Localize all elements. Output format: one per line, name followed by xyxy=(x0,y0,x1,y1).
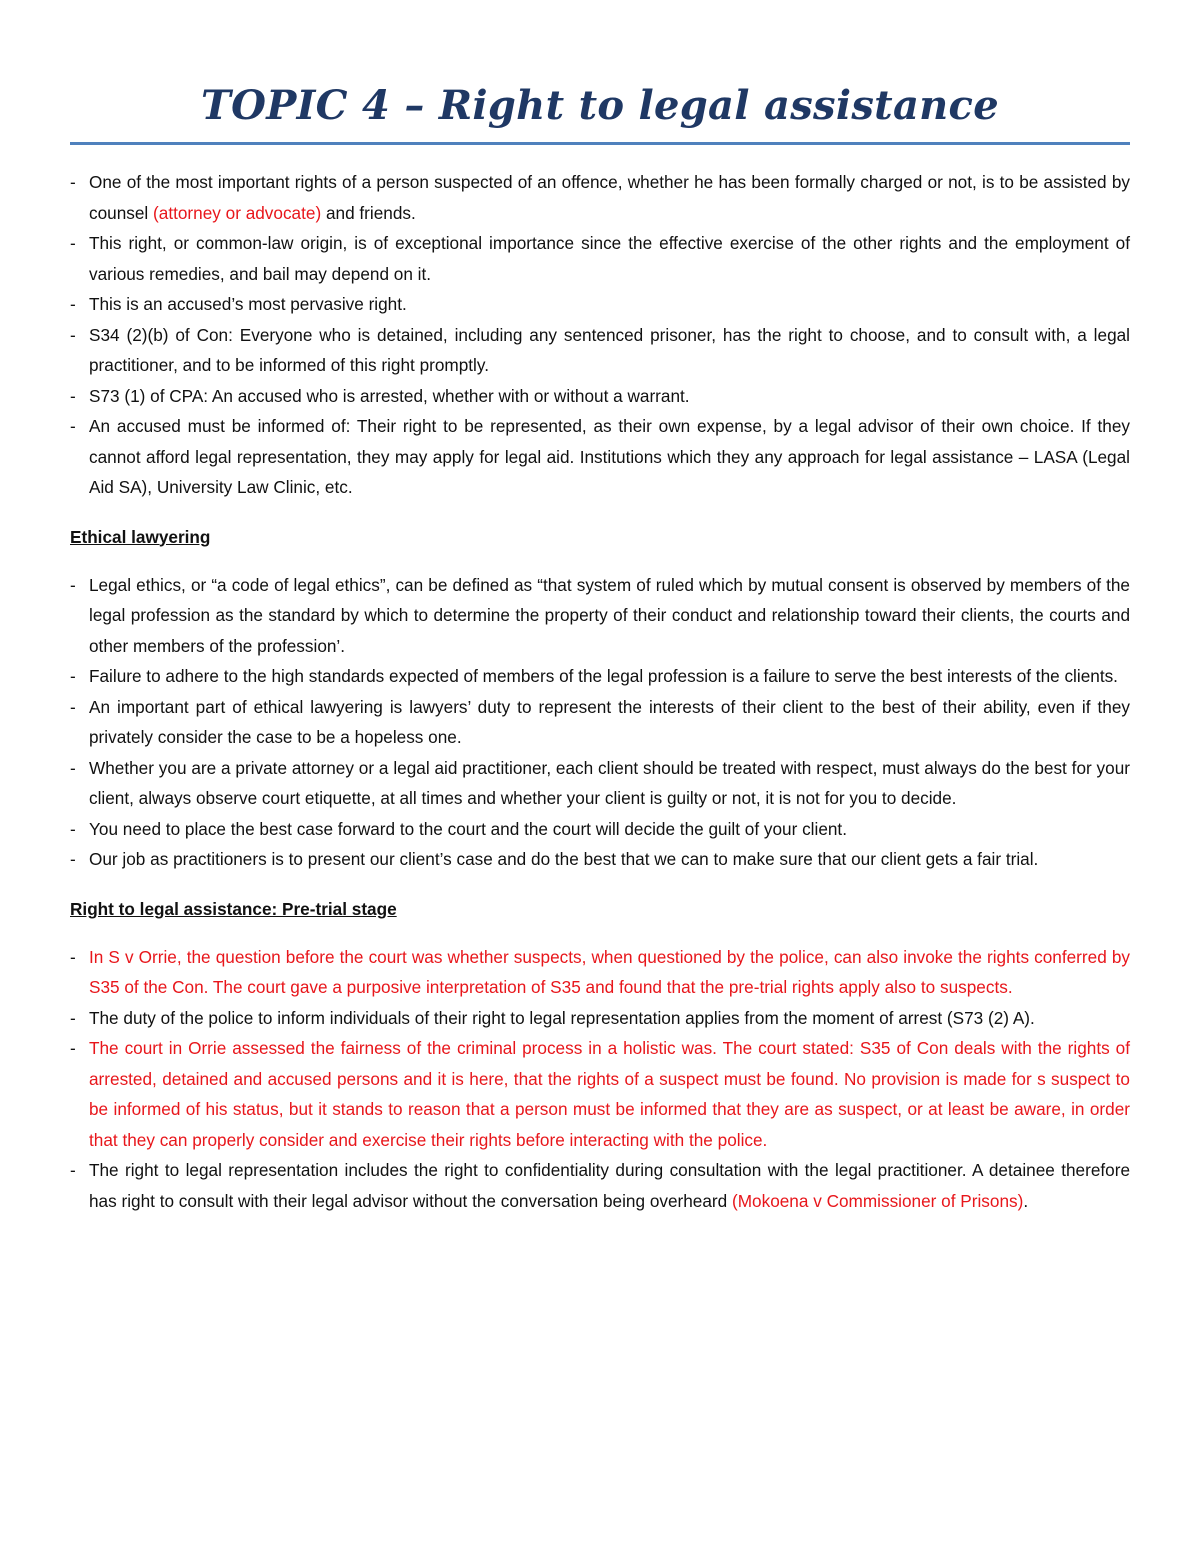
pretrial-b4-highlight: (Mokoena v Commissioner of Prisons) xyxy=(732,1190,1024,1211)
list-item: - An accused must be informed of: Their right to be represented, as their own expense, by a legal advisor of their own choice. If they cannot afford legal representation, they may apply for legal aid. Institutions which they any approach for legal assistance – LASA (Legal Aid SA), University Law Clinic, etc. xyxy=(70,411,1130,503)
list-item: - Our job as practitioners is to present our client’s case and do the best that we can to make sure that our client gets a fair trial. xyxy=(70,844,1130,875)
list-item: - This right, or common-law origin, is of exceptional importance since the effective exercise of the other rights and the employment of various remedies, and bail may depend on it. xyxy=(70,228,1130,289)
intro-bullet-list xyxy=(70,167,1130,503)
intro-b1-text: One of the most important rights of a person suspected of an offence, whether he has been formally charged or not, is to be assisted by counsel xyxy=(89,172,1130,223)
section-heading-ethical-lawyering: Ethical lawyering xyxy=(70,526,211,547)
page-title: TOPIC 4 – Right to legal assistance xyxy=(201,82,999,129)
pretrial-b4-tail: . xyxy=(1023,1190,1029,1211)
list-item: - This is an accused’s most pervasive right. xyxy=(70,289,1130,320)
pretrial-b1-text: In S v Orrie, the question before the court was whether suspects, when questioned by the police, can also invoke the rights conferred by S35 of the Con. The court gave a purposive interpretation of S35 and found that the pre-trial rights apply also to suspects. xyxy=(89,946,1130,997)
title-underline-rule xyxy=(70,142,1130,145)
list-item: - Whether you are a private attorney or a legal aid practitioner, each client should be treated with respect, must always do the best for your client, always observe court etiquette, at all times and whether your client is guilty or not, it is not for you to decide. xyxy=(70,753,1130,814)
list-item: - You need to place the best case forward to the court and the court will decide the guilt of your client. xyxy=(70,814,1130,845)
list-item: - S73 (1) of CPA: An accused who is arrested, whether with or without a warrant. xyxy=(70,381,1130,412)
document-page xyxy=(70,70,1130,1216)
list-item: - An important part of ethical lawyering is lawyers’ duty to represent the interests of their client to the best of their ability, even if they privately consider the case to be a hopeless one. xyxy=(70,692,1130,753)
pretrial-b3-text: The court in Orrie assessed the fairness of the criminal process in a holistic was. The court stated: S35 of Con deals with the rights of arrested, detained and accused persons and it is here, that the rights of a suspect must be found. No provision is made for s suspect to be informed of his status, but it stands to reason that a person must be informed that they are as suspect, or at least be aware, in order that they can properly consider and exercise their rights before interacting with the police. xyxy=(89,1038,1130,1150)
list-item: - S34 (2)(b) of Con: Everyone who is detained, including any sentenced prisoner, has the right to choose, and to consult with, a legal practitioner, and to be informed of this right promptly. xyxy=(70,320,1130,381)
list-item: - Legal ethics, or “a code of legal ethics”, can be defined as “that system of ruled which by mutual consent is observed by members of the legal profession as the standard by which to determine the property of their conduct and relationship toward their clients, the courts and other members of the profession’. xyxy=(70,570,1130,662)
section-heading-pretrial: Right to legal assistance: Pre-trial stage xyxy=(70,898,397,919)
list-item: - Failure to adhere to the high standards expected of members of the legal profession is a failure to serve the best interests of the clients. xyxy=(70,661,1130,692)
intro-b1-tail: and friends. xyxy=(321,202,416,223)
ethical-bullet-list xyxy=(70,570,1130,875)
intro-b1-highlight: (attorney or advocate) xyxy=(153,202,322,223)
pretrial-b4-text: The right to legal representation includes the right to confidentiality during consultation with the legal practitioner. A detainee therefore has right to consult with their legal advisor without the conversation being overheard xyxy=(89,1160,1130,1211)
list-item xyxy=(70,1033,1130,1155)
pretrial-bullet-list xyxy=(70,942,1130,1217)
list-item xyxy=(70,942,1130,1003)
list-item: - The duty of the police to inform individuals of their right to legal representation applies from the moment of arrest (S73 (2) A). xyxy=(70,1003,1130,1034)
list-item xyxy=(70,1155,1130,1216)
list-item xyxy=(70,167,1130,228)
